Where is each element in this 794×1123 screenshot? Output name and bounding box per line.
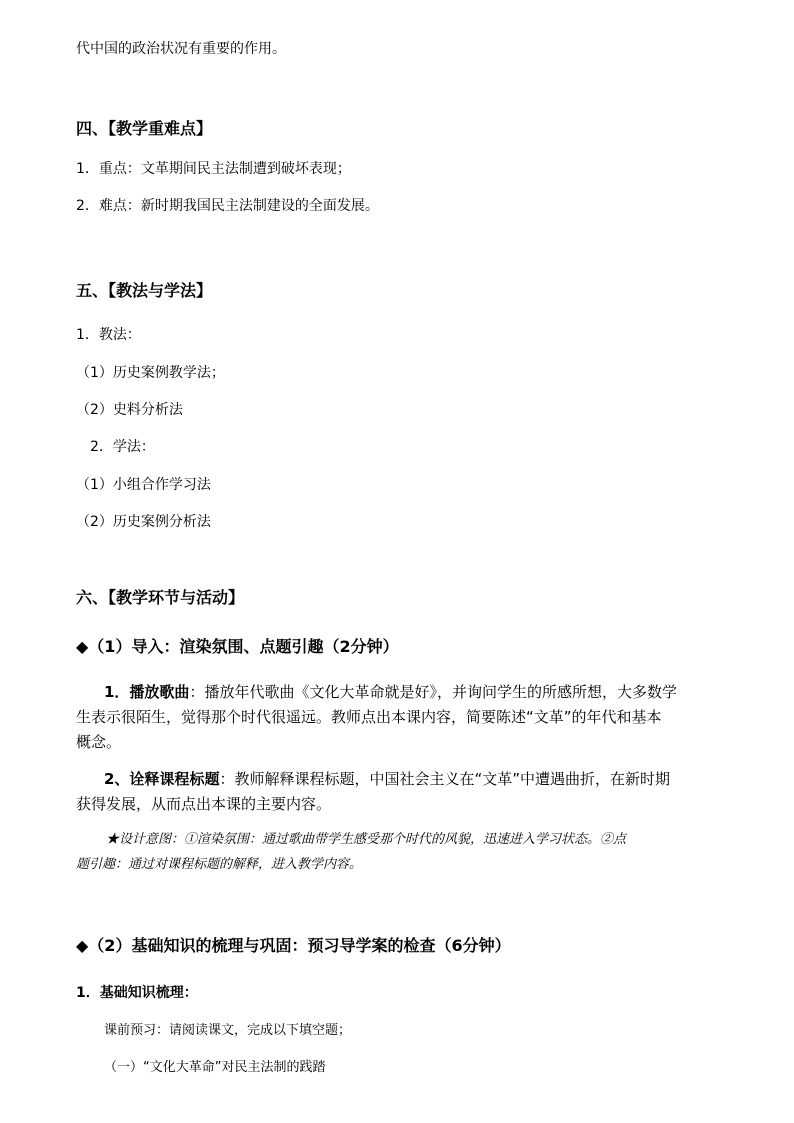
part-1-paragraph-2-line-1	[104, 772, 670, 787]
part-1-heading: ◆（1）导入：渲染氛围、点题引趣（2分钟）	[76, 637, 399, 656]
part-1-paragraph-1-line-1	[104, 685, 677, 700]
course-title-text: ：教师解释课程标题，中国社会主义在“文革”中遭遇曲折，在新时期	[219, 770, 670, 788]
part-2-item-1-label: 1．基础知识梳理：	[76, 985, 198, 1001]
part-2-heading: ◆（2）基础知识的梳理与巩固：预习导学案的检查（6分钟）	[76, 936, 511, 955]
play-song-text: ：播放年代歌曲《文化大革命就是好》，并询问学生的所感所想，大多数学	[189, 683, 677, 701]
section-5-line-1: 1．教法：	[76, 327, 141, 343]
section-4-item-2: 2．难点：新时期我国民主法制建设的全面发展。	[76, 198, 379, 214]
section-5-line-5: （1）小组合作学习法	[76, 477, 211, 493]
play-song-label: 1．播放歌曲	[104, 683, 190, 701]
section-5-line-3: （2）史料分析法	[76, 402, 183, 418]
section-5-line-4: 2．学法：	[90, 439, 155, 455]
section-6-heading: 六、【教学环节与活动】	[76, 588, 245, 607]
subsection-1-title: （一）“文化大革命”对民主法制的践踏	[104, 1060, 326, 1075]
preview-instruction: 课前预习：请阅读课文，完成以下填空题；	[104, 1023, 352, 1038]
section-4-heading: 四、【教学重难点】	[76, 119, 213, 138]
design-intent-line-2: 题引趣：通过对课程标题的解释，进入教学内容。	[76, 857, 363, 872]
part-1-paragraph-1-line-2: 生表示很陌生，觉得那个时代很遥远。教师点出本课内容，简要陈述“文革”的年代和基本	[76, 708, 662, 726]
section-4-item-1: 1．重点：文革期间民主法制遭到破坏表现；	[76, 161, 351, 177]
section-5-heading: 五、【教法与学法】	[76, 281, 213, 300]
design-intent-line-1: ★设计意图：①渲染氛围：通过歌曲带学生感受那个时代的风貌，迅速进入学习状态。②点	[106, 832, 627, 847]
section-5-line-6: （2）历史案例分析法	[76, 514, 211, 530]
part-1-paragraph-1-line-3: 概念。	[76, 733, 122, 751]
course-title-label: 2、诠释课程标题	[104, 770, 220, 788]
intro-tail-text: 代中国的政治状况有重要的作用。	[76, 41, 286, 57]
part-1-paragraph-2-line-2: 获得发展，从而点出本课的主要内容。	[76, 795, 332, 813]
section-5-line-2: （1）历史案例教学法；	[76, 365, 225, 381]
